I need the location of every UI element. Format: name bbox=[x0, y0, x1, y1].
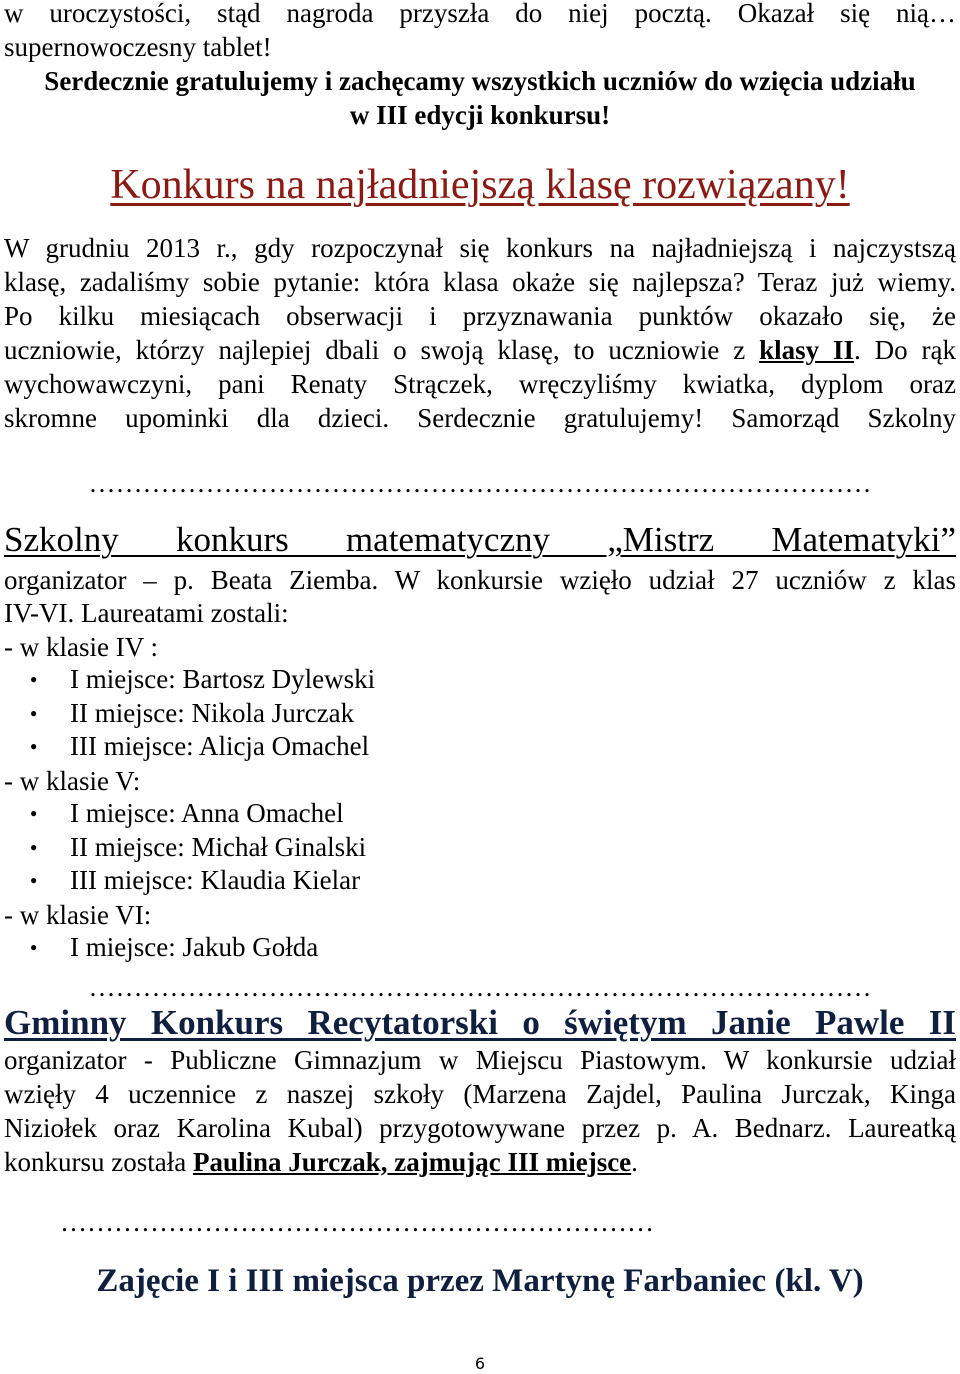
recitation-line-4-pre: konkursu została bbox=[4, 1147, 193, 1177]
math-heading: Szkolny konkurs matematyczny „Mistrz Matematyki” bbox=[4, 520, 956, 559]
final-heading: Zajęcie I i III miejsca przez Martynę Farbaniec (kl. V) bbox=[96, 1263, 864, 1299]
list-item: ● I miejsce: Jakub Gołda bbox=[30, 931, 318, 965]
list-item: ● II miejsce: Michał Ginalski bbox=[30, 831, 366, 865]
klasa-line-6: skromne upominki dla dzieci. Serdecznie gratulujemy! Samorząd Szkolny bbox=[4, 403, 956, 433]
klasa-line-4-post: . Do rąk bbox=[854, 335, 956, 365]
grade-6-winners bbox=[30, 931, 318, 965]
klasa-line-4-pre: uczniowie, którzy najlepiej dbali o swoją klasę, to uczniowie z bbox=[4, 335, 760, 365]
recitation-line-4-post: . bbox=[631, 1147, 638, 1177]
intro-line-2: supernowoczesny tablet! bbox=[4, 32, 272, 62]
math-line-1: organizator – p. Beata Ziemba. W konkursie wzięło udział 27 uczniów z klas bbox=[4, 565, 956, 595]
math-line-2: IV-VI. Laureatami zostali: bbox=[4, 598, 289, 628]
recitation-line-3: Niziołek oraz Karolina Kubal) przygotowywane przez p. A. Bednarz. Laureatką bbox=[4, 1113, 956, 1143]
list-item: ● II miejsce: Nikola Jurczak bbox=[30, 697, 375, 731]
grade-4-label: - w klasie IV : bbox=[4, 632, 158, 662]
intro-line-1: w uroczystości, stąd nagroda przyszła do niej pocztą. Okazał się nią… bbox=[4, 0, 956, 28]
recitation-line-2: wzięły 4 uczennice z naszej szkoły (Marzena Zajdel, Paulina Jurczak, Kinga bbox=[4, 1079, 956, 1109]
grade-6-label: - w klasie VI: bbox=[4, 900, 152, 930]
klasa-line-5: wychowawczyni, pani Renaty Strączek, wręczyliśmy kwiatka, dyplom oraz bbox=[4, 369, 956, 399]
list-item: ● I miejsce: Anna Omachel bbox=[30, 797, 366, 831]
grade-5-label: - w klasie V: bbox=[4, 766, 141, 796]
separator-2: …………………………………………………………………………… bbox=[88, 972, 872, 1002]
laureate-highlight: Paulina Jurczak, zajmując III miejsce bbox=[192, 1147, 632, 1177]
grade-5-winners bbox=[30, 797, 366, 898]
separator-1: …………………………………………………………………………… bbox=[88, 468, 872, 498]
grade-4-winners bbox=[30, 663, 375, 764]
intro-line-4: w III edycji konkursu! bbox=[349, 100, 611, 130]
klasa-heading: Konkurs na najładniejszą klasę rozwiązany! bbox=[110, 162, 850, 208]
separator-3: ………………………………………………………… bbox=[60, 1207, 654, 1237]
intro-line-3: Serdecznie gratulujemy i zachęcamy wszystkich uczniów do wzięcia udziału bbox=[44, 66, 916, 96]
klasa-line-3: Po kilku miesiącach obserwacji i przyznawania punktów okazało się, że bbox=[4, 301, 956, 331]
klasa-line-2: klasę, zadaliśmy sobie pytanie: która klasa okaże się najlepsza? Teraz już wiemy. bbox=[4, 267, 956, 297]
list-item: ● III miejsce: Klaudia Kielar bbox=[30, 864, 366, 898]
list-item: ● III miejsce: Alicja Omachel bbox=[30, 730, 375, 764]
list-item: ● I miejsce: Bartosz Dylewski bbox=[30, 663, 375, 697]
klasa-line-1: W grudniu 2013 r., gdy rozpoczynał się konkurs na najładniejszą i najczystszą bbox=[4, 233, 956, 263]
klasa-line-4 bbox=[4, 333, 956, 367]
recitation-heading: Gminny Konkurs Recytatorski o świętym Janie Pawle II bbox=[4, 1003, 956, 1042]
klasa-ii-link: klasy II bbox=[759, 335, 855, 365]
page-number: 6 bbox=[474, 1354, 486, 1373]
recitation-line-4 bbox=[4, 1145, 956, 1179]
recitation-line-1: organizator - Publiczne Gimnazjum w Miejscu Piastowym. W konkursie udział bbox=[4, 1045, 956, 1075]
